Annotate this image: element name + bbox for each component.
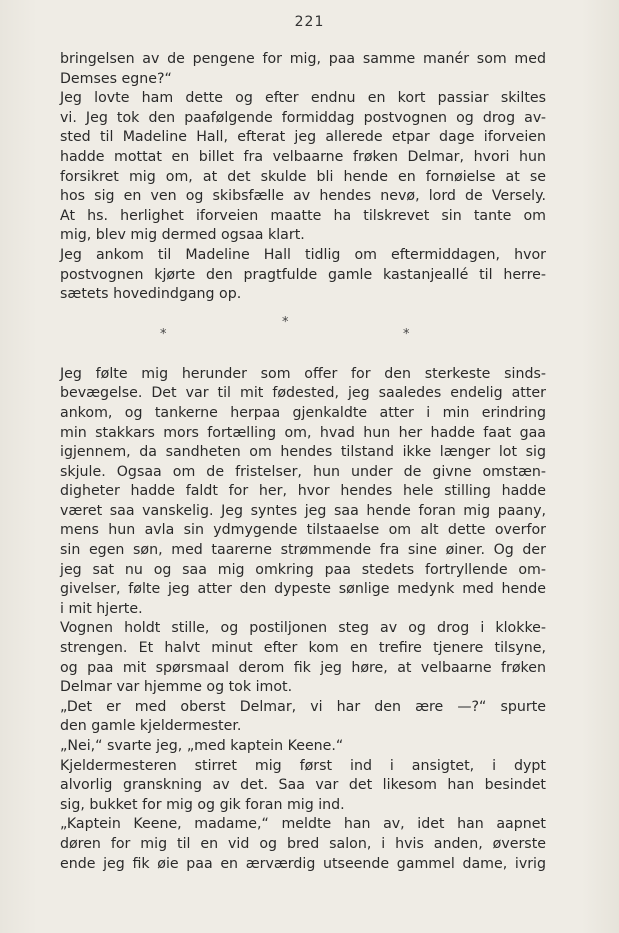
section-break — [60, 313, 546, 357]
text-line: ende jeg fik øie paa en ærværdig utseende gammel dame, ivrig — [60, 855, 546, 872]
text-line: bringelsen av de pengene for mig, paa samme manér som med — [60, 51, 546, 67]
section-break-star-right: * — [403, 326, 410, 342]
text-line: bevægelse. Det var til mit fødested, jeg saaledes endelig atter — [60, 385, 546, 402]
text-line: Jeg ankom til Madeline Hall tidlig om eftermiddagen, hvor — [60, 246, 546, 263]
text-line: Vognen holdt stille, og postiljonen steg av og drog i klokke- — [60, 620, 546, 637]
section-break-star-left: * — [160, 326, 167, 342]
text-line: „Det er med oberst Delmar, vi har den ære —?“ spurte — [60, 698, 546, 715]
text-line: Delmar var hjemme og tok imot. — [60, 679, 293, 696]
text-line: „Nei,“ svarte jeg, „med kaptein Keene.“ — [60, 738, 344, 754]
body-text — [60, 50, 546, 874]
text-line: sætets hovedindgang op. — [60, 286, 242, 303]
text-line: Jeg følte mig herunder som offer for den sterkeste sinds- — [60, 365, 546, 382]
text-line: At hs. herlighet iforveien maatte ha tilskrevet sin tante om — [60, 207, 546, 224]
text-line: strengen. Et halvt minut efter kom en trefire tjenere tilsyne, — [60, 640, 546, 657]
section-break-star-top: * — [282, 314, 289, 330]
text-line: og paa mit spørsmaal derom fik jeg høre, at velbaarne frøken — [60, 659, 546, 676]
text-line: Demses egne?“ — [60, 70, 172, 87]
text-line: sted til Madeline Hall, efterat jeg allerede etpar dage iforveien — [60, 129, 546, 146]
text-line: min stakkars mors fortælling om, hvad hun her hadde faat gaa — [60, 424, 546, 441]
page-number: 221 — [294, 14, 325, 30]
text-line: forsikret mig om, at det skulde bli hende en fornøielse at se — [60, 168, 546, 185]
text-line: skjule. Ogsaa om de fristelser, hun under de givne omstæn- — [60, 463, 546, 480]
paragraphs-before-break — [60, 50, 546, 305]
text-line: Jeg lovte ham dette og efter endnu en kort passiar skiltes — [60, 90, 546, 107]
text-line: været saa vanskelig. Jeg syntes jeg saa hende foran mig paany, — [60, 502, 546, 519]
text-line: Kjeldermesteren stirret mig først ind i ansigtet, i dypt — [60, 757, 546, 774]
text-line: hadde mottat en billet fra velbaarne frøken Delmar, hvori hun — [60, 148, 546, 165]
text-line: mig, blev mig dermed ogsaa klart. — [60, 227, 305, 244]
text-line: jeg sat nu og saa mig omkring paa stedets fortryllende om- — [60, 561, 546, 578]
text-line: ankom, og tankerne herpaa gjenkaldte atter i min erindring — [60, 404, 546, 421]
text-line: sig, bukket for mig og gik foran mig ind. — [60, 796, 345, 813]
text-line: sin egen søn, med taarerne strømmende fra sine øiner. Og der — [60, 542, 546, 559]
text-line: „Kaptein Keene, madame,“ meldte han av, idet han aapnet — [60, 816, 546, 833]
text-line: den gamle kjeldermester. — [60, 718, 242, 735]
text-line: vi. Jeg tok den paafølgende formiddag postvognen og drog av- — [60, 109, 546, 126]
text-line: hos sig en ven og skibsfælle av hendes nevø, lord de Versely. — [60, 188, 546, 205]
text-line: mens hun avla sin ydmygende tilstaaelse om alt dette overfor — [60, 522, 546, 539]
text-line: postvognen kjørte den pragtfulde gamle kastanjeallé til herre- — [60, 266, 546, 283]
text-line: digheter hadde faldt for her, hvor hendes hele stilling hadde — [60, 483, 546, 500]
text-line: alvorlig granskning av det. Saa var det likesom han besindet — [60, 777, 546, 794]
text-line: givelser, følte jeg atter den dypeste sønlige medynk med hende — [60, 581, 546, 598]
paragraphs-after-break — [60, 365, 546, 874]
text-line: igjennem, da sandheten om hendes tilstand ikke længer lot sig — [60, 444, 546, 461]
text-line: i mit hjerte. — [60, 600, 143, 617]
text-line: døren for mig til en vid og bred salon, i hvis anden, øverste — [60, 835, 546, 852]
